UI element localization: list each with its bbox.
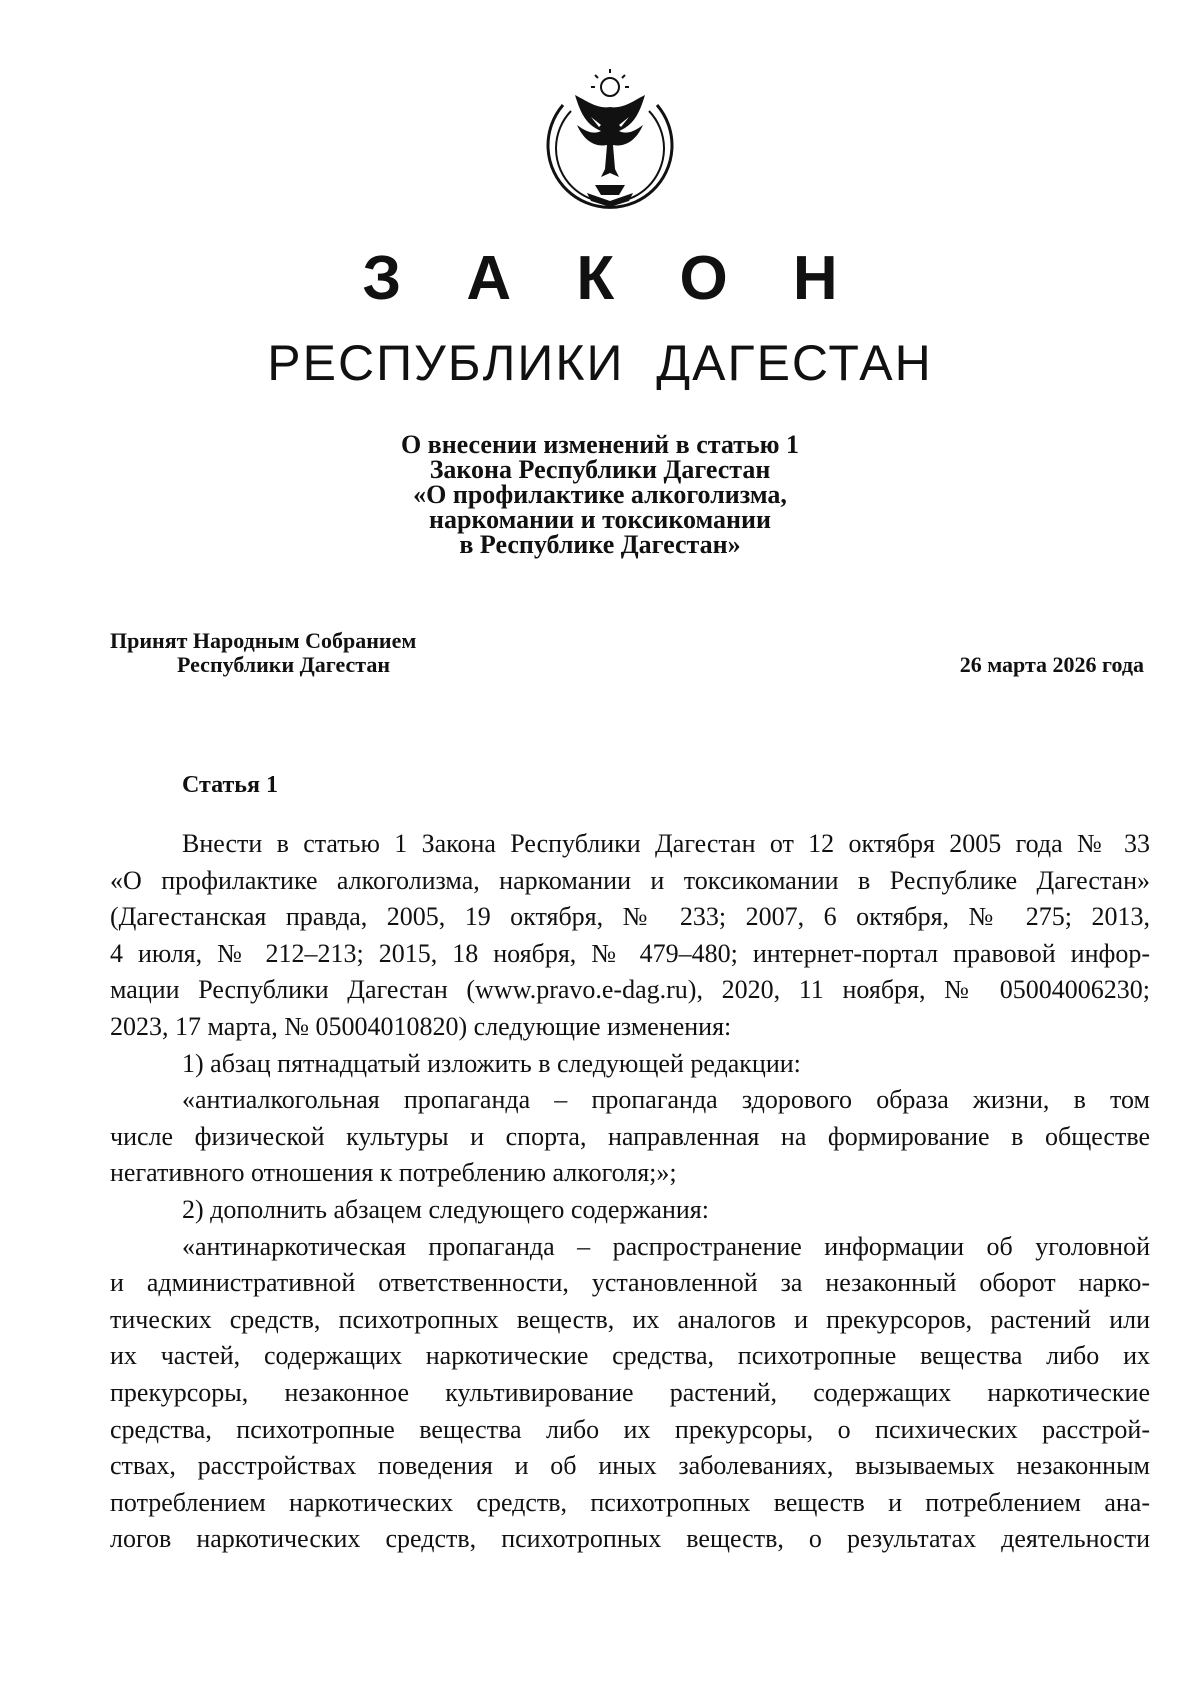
law-heading [0, 432, 1200, 557]
text-line: логов наркотических средств, психотропных веществ, о результатах деятельности [110, 1524, 1150, 1554]
adoption-line: Республики Дагестан [177, 652, 391, 677]
text-line: «О профилактике алкоголизма, наркомании и токсикомании в Республике Дагестан» [110, 865, 1150, 895]
heading-line: в Республике Дагестан» [459, 530, 741, 559]
adoption-date: 26 марта 2026 года [959, 652, 1144, 677]
article-body [110, 826, 1150, 1558]
text-line: 2023, 17 марта, № 05004010820) следующие изменения: [110, 1011, 732, 1041]
document-subtitle: РЕСПУБЛИКИ ДАГЕСТАН [267, 335, 933, 391]
text-line: мации Республики Дагестан (www.pravo.e-dag.ru), 2020, 11 ноября, № 05004006230; [110, 975, 1150, 1005]
text-line: и административной ответственности, установленной за незаконный оборот нарко- [110, 1268, 1150, 1298]
heading-line: «О профилактике алкоголизма, [413, 480, 787, 509]
text-line: (Дагестанская правда, 2005, 19 октября, № 233; 2007, 6 октября, № 275; 2013, [110, 902, 1150, 932]
adoption-line: Принят Народным Собранием [110, 628, 417, 653]
text-line: негативного отношения к потреблению алкоголя;»; [110, 1158, 677, 1188]
text-line: прекурсоры, незаконное культивирование растений, содержащих наркотические [110, 1377, 1150, 1407]
document-title: З А К О Н [362, 244, 862, 313]
heading-line: наркомании и токсикомании [429, 505, 771, 534]
coat-of-arms-icon [535, 65, 685, 215]
text-line: их частей, содержащих наркотические средства, психотропные вещества либо их [110, 1341, 1150, 1371]
text-line: «антиалкогольная пропаганда – пропаганда здорового образа жизни, в том [182, 1085, 1150, 1115]
text-line: потреблением наркотических средств, психотропных веществ и потреблением ана- [110, 1487, 1150, 1517]
text-line: средства, психотропные вещества либо их прекурсоры, о психических расстрой- [110, 1414, 1150, 1444]
adoption-statement [110, 629, 416, 677]
text-line: числе физической культуры и спорта, направленная на формирование в обществе [110, 1121, 1150, 1151]
heading-line: Закона Республики Дагестан [429, 455, 771, 484]
text-line: 1) абзац пятнадцатый изложить в следующей редакции: [182, 1048, 801, 1078]
heading-line: О внесении изменений в статью 1 [400, 430, 800, 459]
text-line: Внести в статью 1 Закона Республики Дагестан от 12 октября 2005 года № 33 [182, 829, 1150, 858]
text-line: 4 июля, № 212–213; 2015, 18 ноября, № 479–480; интернет-портал правовой инфор- [110, 938, 1150, 968]
text-line: ствах, расстройствах поведения и об иных заболеваниях, вызываемых незаконным [110, 1451, 1150, 1481]
text-line: «антинаркотическая пропаганда – распространение информации об уголовной [182, 1231, 1150, 1261]
text-line: 2) дополнить абзацем следующего содержания: [182, 1194, 709, 1224]
article-title: Статья 1 [182, 772, 278, 798]
text-line: тических средств, психотропных веществ, их аналогов и прекурсоров, растений или [110, 1304, 1150, 1334]
